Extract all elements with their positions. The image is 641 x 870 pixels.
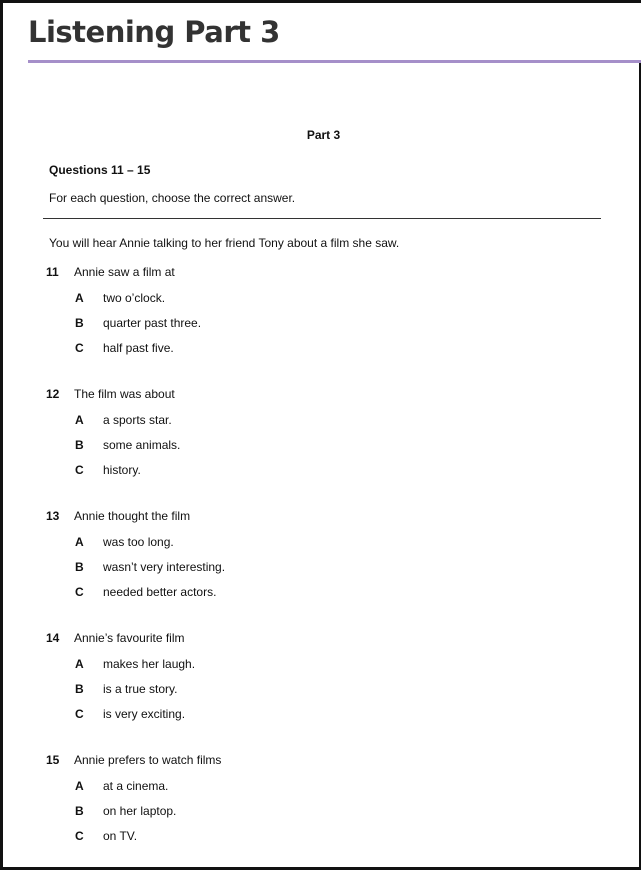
option-text: on TV. [103,829,138,843]
option-text: is a true story. [103,682,178,696]
option-b[interactable] [3,310,641,335]
question-text: Annie prefers to watch films [74,753,222,767]
option-text: wasn’t very interesting. [103,560,226,574]
option-letter: B [75,560,84,574]
option-text: two o’clock. [103,291,166,305]
question-11 [3,265,641,360]
option-text: at a cinema. [103,779,169,793]
option-text: history. [103,463,141,477]
option-letter: B [75,316,84,330]
instruction-text: For each question, choose the correct answer. [49,191,296,205]
option-b[interactable] [3,676,641,701]
option-text: makes her laugh. [103,657,196,671]
option-b[interactable] [3,554,641,579]
option-text: some animals. [103,438,181,452]
option-c[interactable] [3,335,641,360]
option-text: is very exciting. [103,707,186,721]
option-text: needed better actors. [103,585,217,599]
option-text: half past five. [103,341,174,355]
option-letter: A [75,657,84,671]
question-text: Annie thought the film [74,509,191,523]
option-a[interactable] [3,529,641,554]
option-c[interactable] [3,579,641,604]
option-b[interactable] [3,432,641,457]
option-a[interactable] [3,773,641,798]
intro-text: You will hear Annie talking to her friend Tony about a film she saw. [49,236,400,250]
section-divider [43,218,601,219]
question-number: 15 [46,753,60,767]
option-text: a sports star. [103,413,172,427]
option-letter: B [75,438,84,452]
option-letter: B [75,682,84,696]
option-letter: C [75,707,84,721]
option-letter: A [75,779,84,793]
option-text: was too long. [103,535,174,549]
option-text: quarter past three. [103,316,202,330]
question-13 [3,509,641,604]
question-text: The film was about [74,387,175,401]
option-a[interactable] [3,651,641,676]
option-letter: C [75,463,84,477]
part-title: Part 3 [306,128,341,142]
option-letter: B [75,804,84,818]
question-number: 12 [46,387,60,401]
option-c[interactable] [3,701,641,726]
option-a[interactable] [3,407,641,432]
option-letter: A [75,291,84,305]
question-12 [3,387,641,482]
question-text: Annie saw a film at [74,265,175,279]
option-c[interactable] [3,823,641,848]
option-b[interactable] [3,798,641,823]
question-15 [3,753,641,848]
question-text: Annie’s favourite film [74,631,185,645]
option-letter: C [75,829,84,843]
option-letter: C [75,585,84,599]
question-14 [3,631,641,726]
option-a[interactable] [3,285,641,310]
option-letter: A [75,535,84,549]
question-number: 13 [46,509,60,523]
option-letter: A [75,413,84,427]
question-number: 14 [46,631,60,645]
option-c[interactable] [3,457,641,482]
header-divider [28,60,641,63]
option-letter: C [75,341,84,355]
question-number: 11 [46,265,59,279]
page-title: Listening Part 3 [28,15,280,49]
option-text: on her laptop. [103,804,177,818]
questions-range: Questions 11 – 15 [49,163,151,177]
